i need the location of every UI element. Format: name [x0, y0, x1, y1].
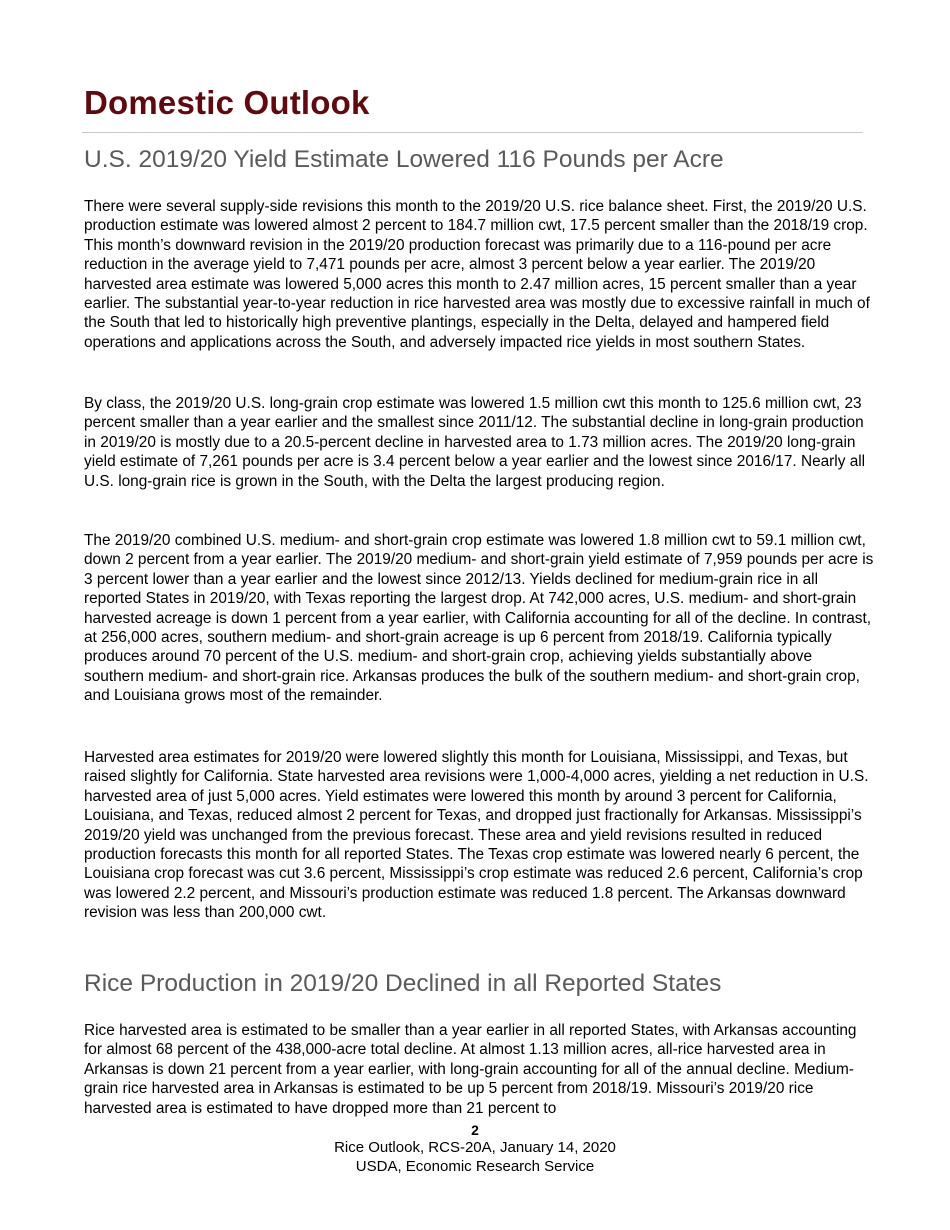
section-heading-production-declined: Rice Production in 2019/20 Declined in all Reported States — [84, 970, 722, 997]
paragraph-medium-short-grain: The 2019/20 combined U.S. medium- and short-grain crop estimate was lowered 1.8 million cwt to 59.1 million cwt, down 2 percent from a year earlier. The 2019/20 medium- and short-grain yield estimate of 7,959 pounds per acre is 3 percent lower than a year earlier and the lowest since 2012/13. Yields declined for medium-grain rice in all reported States in 2019/20, with Texas reporting the largest drop. At 742,000 acres, U.S. medium- and short-grain harvested acreage is down 1 percent from a year earlier, with California accounting for all of the decline. In contrast, at 256,000 acres, southern medium- and short-grain acreage is up 6 percent from 2018/19. California typically produces around 70 percent of the U.S. medium- and short-grain crop, achieving yields substantially above southern medium- and short-grain rice. Arkansas produces the bulk of the southern medium- and short-grain crop, and Louisiana grows most of the remainder. — [84, 532, 874, 705]
paragraph-harvested-area: Harvested area estimates for 2019/20 were lowered slightly this month for Louisiana, Mississippi, and Texas, but raised slightly for California. State harvested area revisions were 1,000-4,000 acres, yielding a net reduction in U.S. harvested area of just 5,000 acres. Yield estimates were lowered this month by around 3 percent for California, Louisiana, and Texas, reduced almost 2 percent for Texas, and dropped just fractionally for Arkansas. Mississippi’s 2019/20 yield was unchanged from the previous forecast. These area and yield revisions resulted in reduced production forecasts this month for all reported States. The Texas crop estimate was lowered nearly 6 percent, the Louisiana crop forecast was cut 3.6 percent, Mississippi’s crop estimate was reduced 2.6 percent, California’s crop was lowered 2.2 percent, and Missouri’s production estimate was reduced 1.8 percent. The Arkansas downward revision was less than 200,000 cwt. — [84, 749, 869, 922]
footer-agency: USDA, Economic Research Service — [355, 1158, 595, 1175]
page-title: Domestic Outlook — [84, 84, 370, 121]
paragraph-supply-revisions: There were several supply-side revisions this month to the 2019/20 U.S. rice balance sheet. First, the 2019/20 U.S. production estimate was lowered almost 2 percent to 184.7 million cwt, 17.5 percent smaller than the 2018/19 crop. This month’s downward revision in the 2019/20 production forecast was primarily due to a 116-pound per acre reduction in the average yield to 7,471 pounds per acre, almost 3 percent below a year earlier. The 2019/20 harvested area estimate was lowered 5,000 acres this month to 2.47 million acres, 15 percent smaller than a year earlier. The substantial year-to-year reduction in rice harvested area was mostly due to excessive rainfall in much of the South that led to historically high preventive plantings, especially in the Delta, delayed and hampered field operations and applications across the South, and adversely impacted rice yields in most southern States. — [84, 198, 870, 351]
footer-publication: Rice Outlook, RCS-20A, January 14, 2020 — [334, 1139, 616, 1156]
page-number: 2 — [471, 1122, 479, 1138]
section-heading-yield-estimate: U.S. 2019/20 Yield Estimate Lowered 116 Pounds per Acre — [84, 146, 724, 173]
title-divider — [82, 132, 863, 133]
paragraph-state-area: Rice harvested area is estimated to be smaller than a year earlier in all reported States, with Arkansas accounting for almost 68 percent of the 438,000-acre total decline. At almost 1.13 million acres, all-rice harvested area in Arkansas is down 21 percent from a year earlier, with long-grain accounting for all of the annual decline. Medium-grain rice harvested area in Arkansas is estimated to be up 5 percent from 2018/19. Missouri’s 2019/20 rice harvested area is estimated to have dropped more than 21 percent to — [84, 1022, 857, 1117]
paragraph-long-grain: By class, the 2019/20 U.S. long-grain crop estimate was lowered 1.5 million cwt this month to 125.6 million cwt, 23 percent smaller than a year earlier and the smallest since 2011/12. The substantial decline in long-grain production in 2019/20 is mostly due to a 20.5-percent decline in harvested area to 1.73 million acres. The 2019/20 long-grain yield estimate of 7,261 pounds per acre is 3.4 percent below a year earlier and the lowest since 2016/17. Nearly all U.S. long-grain rice is grown in the South, with the Delta the largest producing region. — [84, 395, 866, 490]
